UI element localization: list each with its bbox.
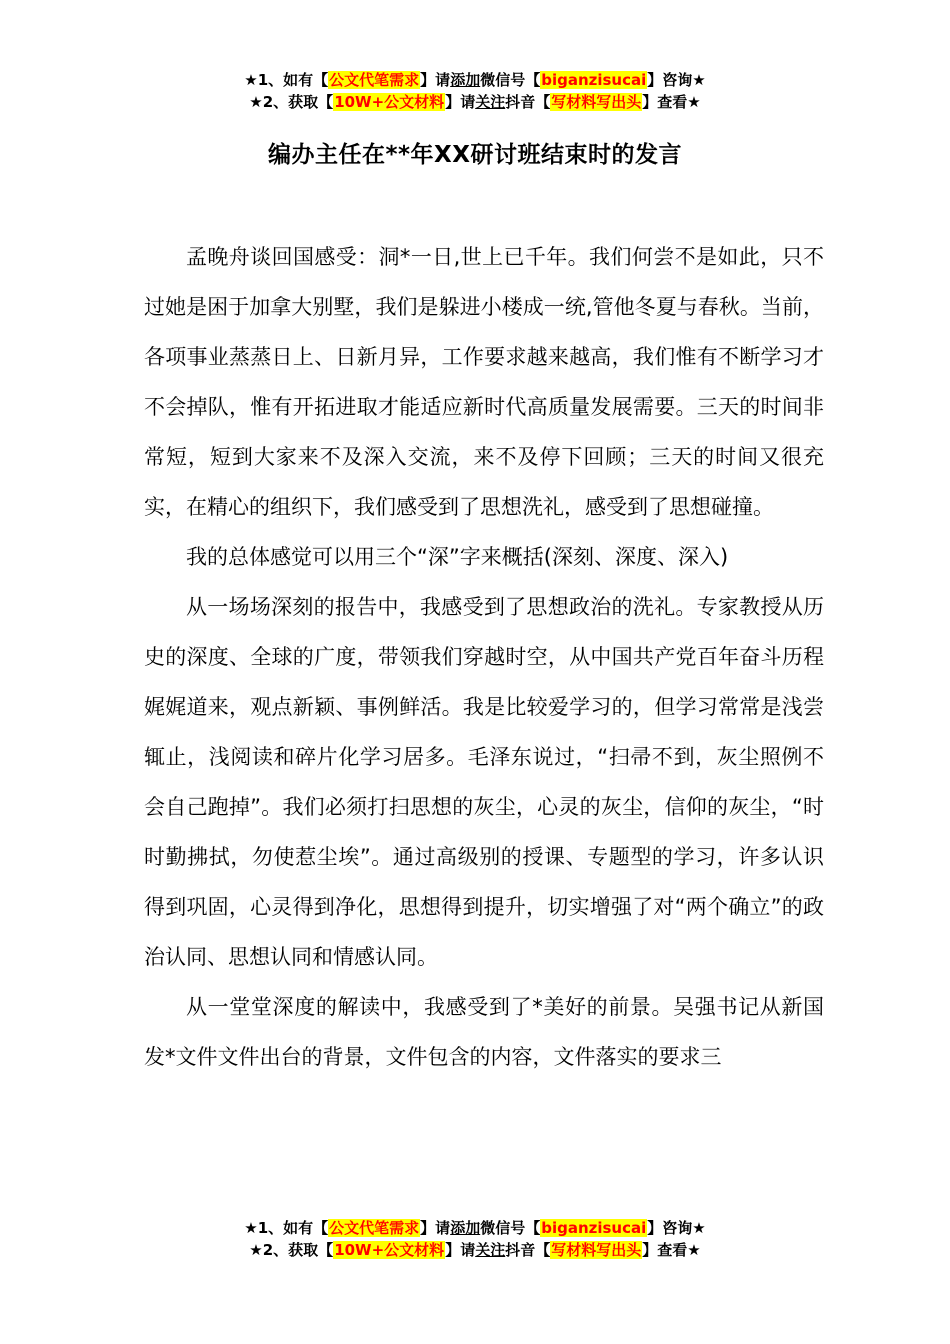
banner-text: ★2、获取【 <box>249 93 334 111</box>
banner-text: 】请 <box>445 93 476 111</box>
header-banner <box>0 69 950 113</box>
underlined-text: 添加 <box>450 1219 481 1237</box>
highlight-text: biganzisucai <box>541 71 647 89</box>
banner-text: 】请 <box>420 1219 451 1237</box>
footer-banner <box>0 1217 950 1261</box>
banner-text: 】请 <box>420 71 451 89</box>
banner-text: 】请 <box>445 1241 476 1259</box>
banner-line-1 <box>0 69 950 91</box>
banner-line-1 <box>0 1217 950 1239</box>
highlight-text: biganzisucai <box>541 1219 647 1237</box>
banner-text: 】查看★ <box>642 1241 701 1259</box>
paragraph: 从一堂堂深度的解读中，我感受到了*美好的前景。吴强书记从新国发*文件文件出台的背景，文件包含的内容，文件落实的要求三 <box>144 995 824 1069</box>
banner-text: 】咨询★ <box>647 1219 706 1237</box>
paragraph: 从一场场深刻的报告中，我感受到了思想政治的洗礼。专家教授从历史的深度、全球的广度，带领我们穿越时空，从中国共产党百年奋斗历程娓娓道来，观点新颖、事例鲜活。我是比较爱学习的，但学习常常是浅尝辄止，浅阅读和碎片化学习居多。毛泽东说过，“扫帚不到，灰尘照例不会自己跑掉”。我们必须打扫思想的灰尘，心灵的灰尘，信仰的灰尘，“时时勤拂拭，勿使惹尘埃”。通过高级别的授课、专题型的学习，许多认识得到巩固，心灵得到净化，思想得到提升，切实增强了对“两个确立”的政治认同、思想认同和情感认同。 <box>144 595 824 969</box>
banner-text: 微信号【 <box>480 71 541 89</box>
banner-text: 】咨询★ <box>647 71 706 89</box>
document-body <box>144 232 824 1082</box>
banner-text: ★2、获取【 <box>249 1241 334 1259</box>
banner-text: 抖音【 <box>505 1241 551 1259</box>
highlight-text: 写材料写出头 <box>551 93 642 111</box>
banner-text: 抖音【 <box>505 93 551 111</box>
banner-text: 微信号【 <box>480 1219 541 1237</box>
banner-line-2 <box>0 1239 950 1261</box>
underlined-text: 关注 <box>475 93 506 111</box>
banner-line-2 <box>0 91 950 113</box>
highlight-text: 公文代笔需求 <box>329 71 420 89</box>
document-title: 编办主任在**年XX研讨班结束时的发言 <box>267 142 683 168</box>
highlight-text: 10W+公文材料 <box>334 1241 445 1259</box>
paragraph: 我的总体感觉可以用三个“深”字来概括(深刻、深度、深入) <box>186 545 729 569</box>
highlight-text: 10W+公文材料 <box>334 93 445 111</box>
highlight-text: 公文代笔需求 <box>329 1219 420 1237</box>
banner-text: ★1、如有【 <box>244 71 329 89</box>
underlined-text: 关注 <box>475 1241 506 1259</box>
underlined-text: 添加 <box>450 71 481 89</box>
paragraph: 孟晚舟谈回国感受：洞*一日,世上已千年。我们何尝不是如此，只不过她是困于加拿大别墅，我们是躲进小楼成一统,管他冬夏与春秋。当前，各项事业蒸蒸日上、日新月异，工作要求越来越高，我们惟有不断学习才不会掉队，惟有开拓进取才能适应新时代高质量发展需要。三天的时间非常短，短到大家来不及深入交流，来不及停下回顾；三天的时间又很充实，在精心的组织下，我们感受到了思想洗礼，感受到了思想碰撞。 <box>144 245 824 519</box>
banner-text: ★1、如有【 <box>244 1219 329 1237</box>
highlight-text: 写材料写出头 <box>551 1241 642 1259</box>
banner-text: 】查看★ <box>642 93 701 111</box>
